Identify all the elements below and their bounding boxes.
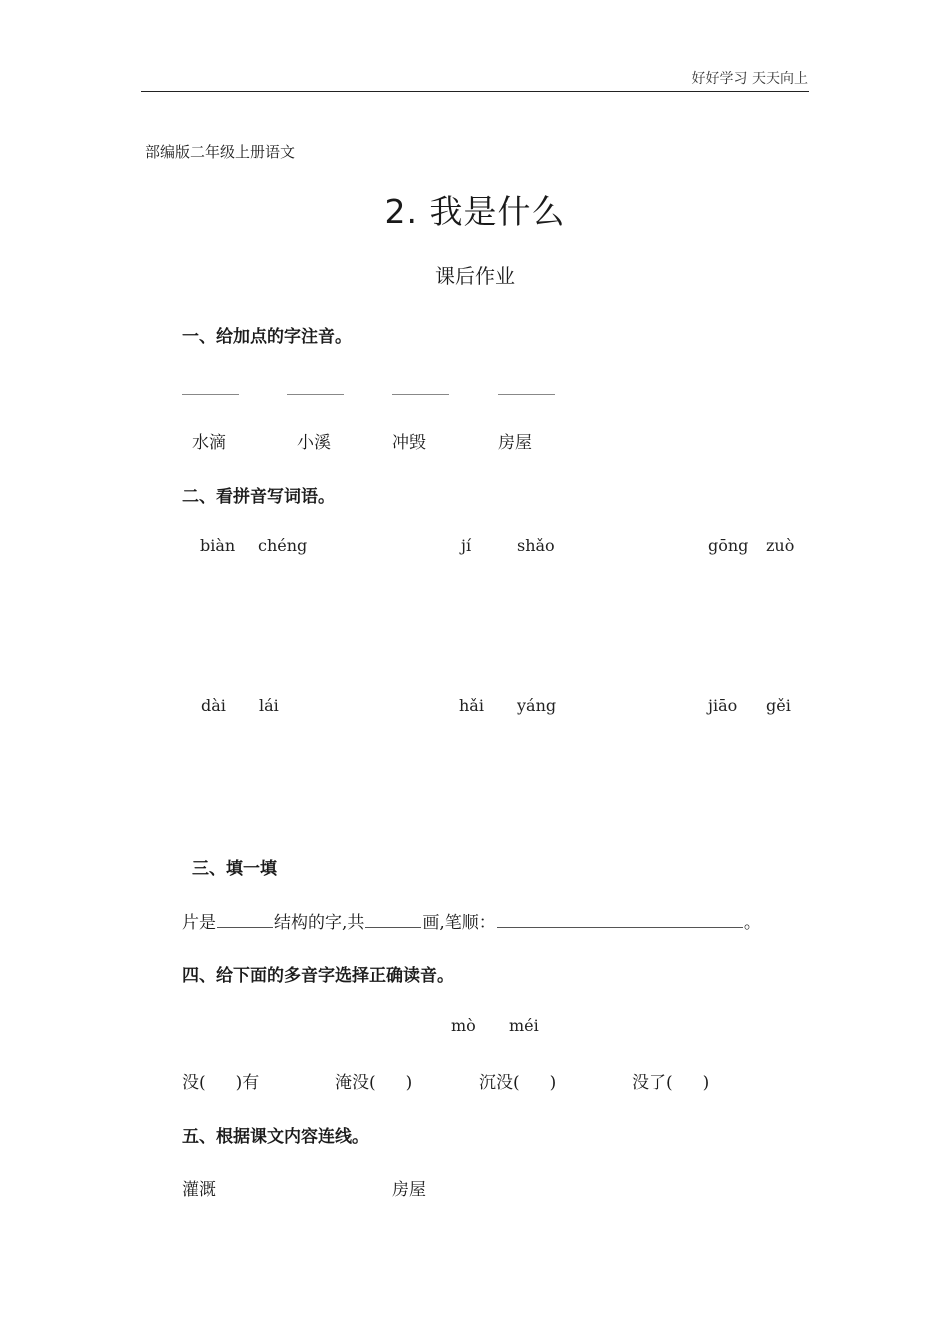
page-title: 2. 我是什么: [384, 192, 566, 231]
item-prefix: 沉没(: [479, 1073, 520, 1093]
pinyin-option: mò: [451, 1016, 476, 1035]
answer-blank[interactable]: [182, 394, 239, 395]
polyphone-item: [479, 1068, 556, 1093]
section5-heading: 五、根据课文内容连线。: [182, 1127, 369, 1147]
answer-blank[interactable]: [498, 394, 555, 395]
fill-text: 画,笔顺：: [422, 913, 496, 933]
answer-blank[interactable]: [392, 394, 449, 395]
match-right-item[interactable]: 房屋: [392, 1180, 426, 1200]
item-suffix: ): [702, 1073, 710, 1093]
pinyin-syllable: dài: [201, 696, 226, 715]
header-divider: [141, 91, 809, 92]
header-motto: 好好学习 天天向上: [691, 71, 808, 87]
section1-heading: 一、给加点的字注音。: [182, 327, 352, 347]
word-item: 水滴: [192, 433, 226, 453]
pinyin-syllable: zuò: [766, 536, 795, 555]
section4-heading: 四、给下面的多音字选择正确读音。: [182, 966, 454, 986]
item-suffix: ): [405, 1073, 413, 1093]
page-subtitle: 课后作业: [435, 264, 515, 288]
pinyin-syllable: jí: [461, 536, 472, 555]
fill-blank[interactable]: [217, 911, 273, 928]
pinyin-syllable: gěi: [766, 696, 791, 715]
pinyin-syllable: shǎo: [517, 536, 555, 555]
section2-heading: 二、看拼音写词语。: [182, 487, 335, 507]
item-suffix: )有: [235, 1073, 260, 1093]
pinyin-syllable: gōng: [708, 536, 749, 555]
fill-blank[interactable]: [497, 911, 743, 928]
pinyin-option: méi: [509, 1016, 539, 1035]
item-prefix: 淹没(: [335, 1073, 376, 1093]
section3-heading: 三、填一填: [192, 859, 277, 879]
item-prefix: 没了(: [632, 1073, 673, 1093]
pinyin-syllable: lái: [259, 696, 279, 715]
pinyin-syllable: chéng: [258, 536, 308, 555]
item-suffix: ): [549, 1073, 557, 1093]
polyphone-item: [632, 1068, 709, 1093]
pinyin-syllable: biàn: [200, 536, 236, 555]
fill-text: 。: [743, 913, 761, 933]
item-prefix: 没(: [182, 1073, 206, 1093]
fill-text: 片是: [182, 913, 216, 933]
answer-blank[interactable]: [287, 394, 344, 395]
word-item: 冲毁: [392, 433, 426, 453]
word-item: 房屋: [498, 433, 532, 453]
fill-in-sentence: [182, 908, 761, 933]
match-left-item[interactable]: 灌溉: [182, 1180, 216, 1200]
polyphone-item: [335, 1068, 412, 1093]
fill-blank[interactable]: [365, 911, 421, 928]
fill-text: 结构的字,共: [274, 913, 365, 933]
pinyin-syllable: yáng: [517, 696, 557, 715]
pinyin-syllable: jiāo: [708, 696, 738, 715]
series-label: 部编版二年级上册语文: [145, 143, 296, 161]
pinyin-syllable: hǎi: [459, 696, 484, 715]
polyphone-item: [182, 1068, 259, 1093]
word-item: 小溪: [297, 433, 331, 453]
